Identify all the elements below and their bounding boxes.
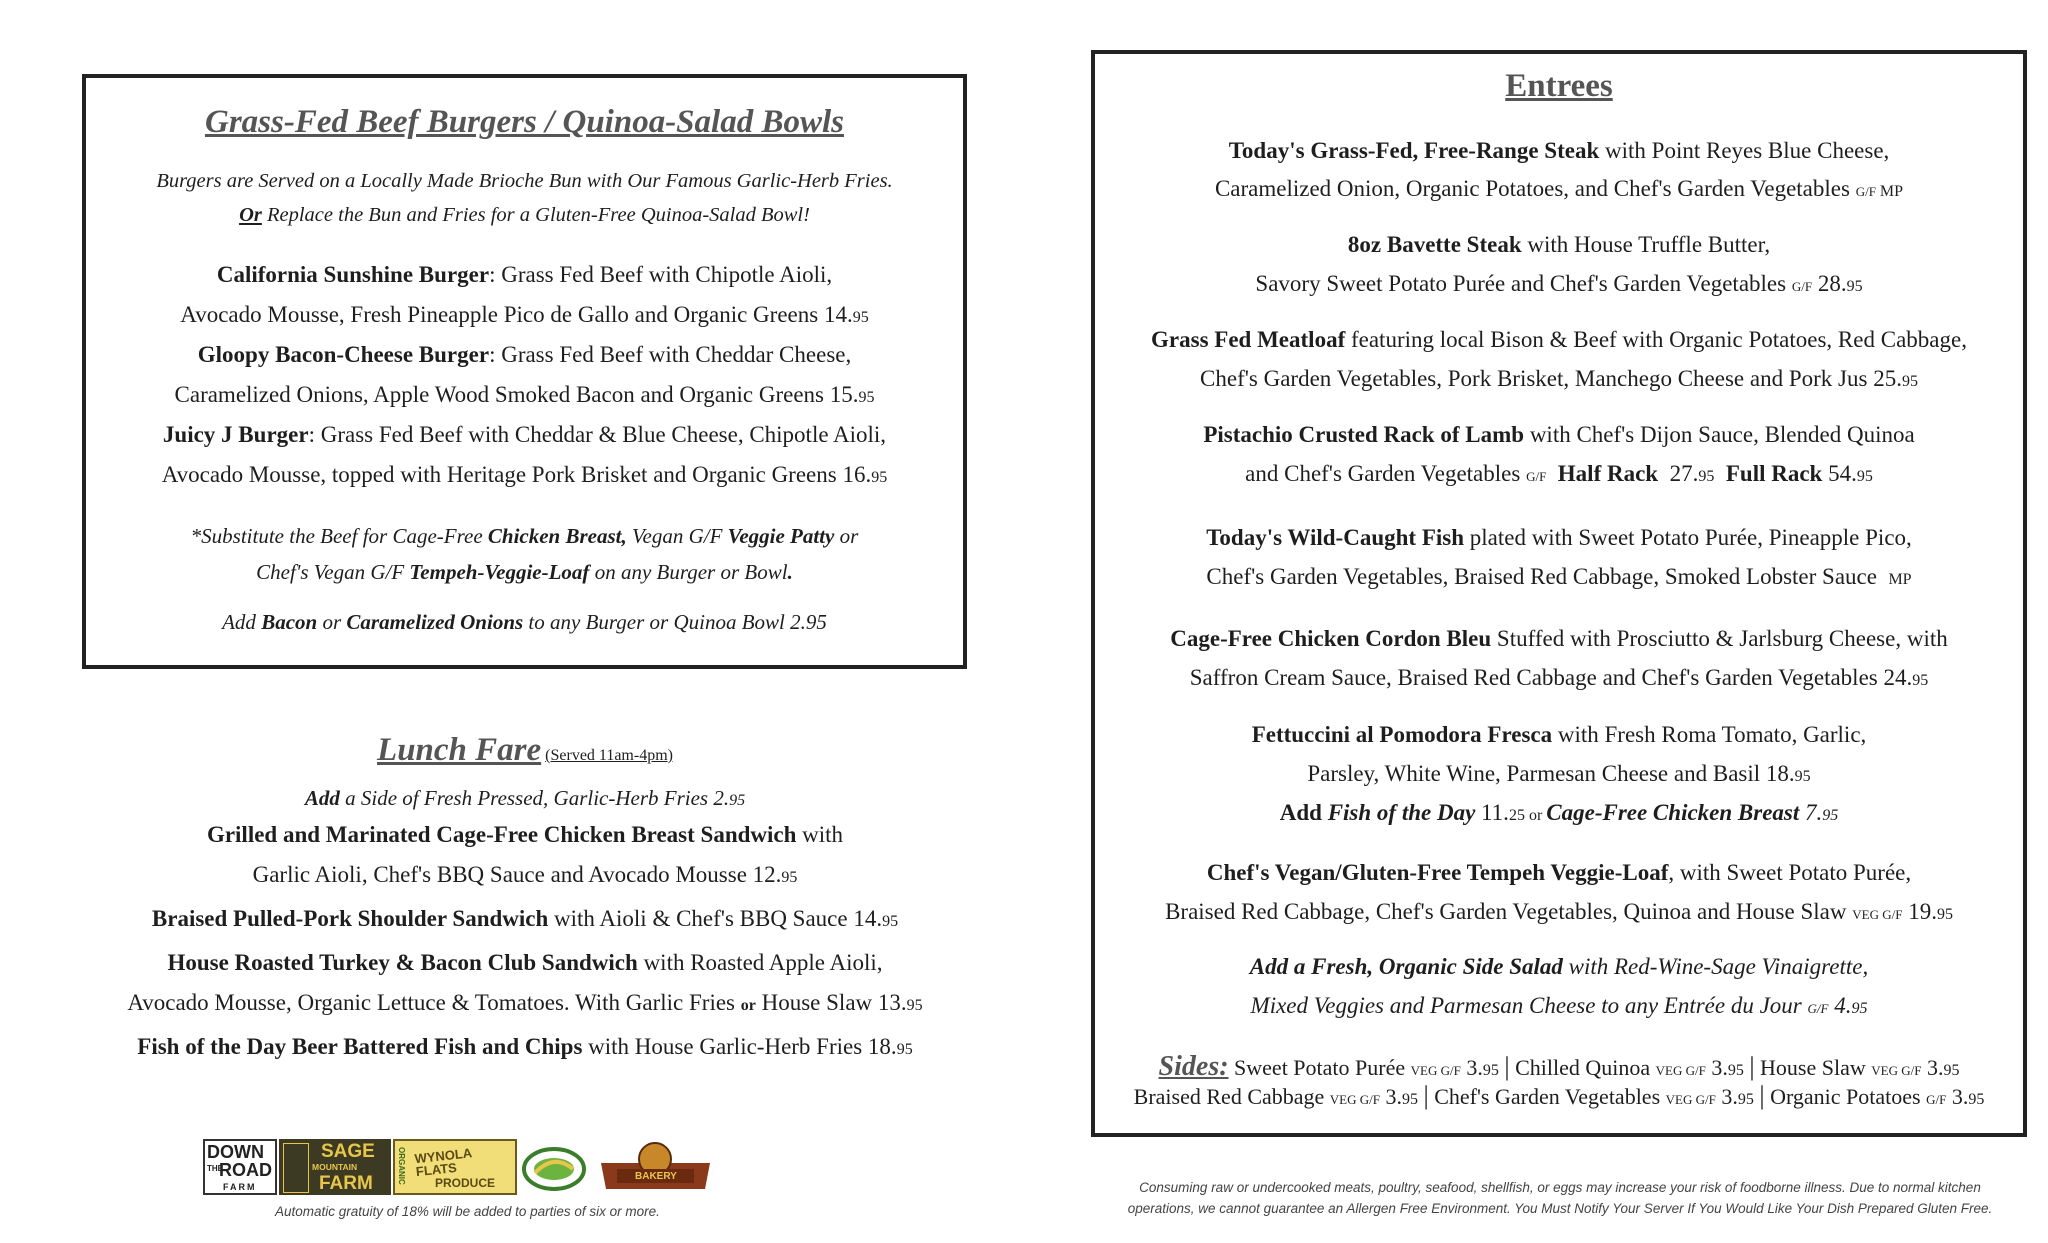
menu-item-desc: Savory Sweet Potato Purée and Chef's Garden Vegetables G/F 28.95: [1255, 271, 1863, 296]
farm-emblem-icon: [283, 1143, 309, 1193]
menu-item-desc: Braised Red Cabbage, Chef's Garden Vegetables, Quinoa and House Slaw VEG G/F 19.95: [1165, 899, 1953, 924]
bakery-logo: BAKERY: [597, 1139, 714, 1195]
menu-item: Today's Grass-Fed, Free-Range Steak with Point Reyes Blue Cheese,: [1228, 138, 1890, 163]
lunch-heading: Lunch Fare: [377, 732, 542, 768]
burger-intro-2: Or Replace the Bun and Fries for a Gluten-Free Quinoa-Salad Bowl!: [239, 204, 810, 226]
sides-row-2: [1095, 1081, 2023, 1111]
side-item: Organic Potatoes G/F 3.95: [1770, 1084, 1985, 1109]
lunch-heading-row: [0, 732, 1050, 769]
menu-item-desc: Caramelized Onion, Organic Potatoes, and Chef's Garden Vegetables G/F MP: [1214, 176, 1904, 201]
menu-item: Fettuccini al Pomodora Fresca with Fresh Roma Tomato, Garlic,: [1251, 722, 1867, 747]
divider: |: [1504, 1052, 1510, 1081]
organic-leaf-logo: [521, 1139, 587, 1195]
bakery-emblem-icon: [597, 1139, 714, 1195]
divider: |: [1423, 1081, 1429, 1110]
menu-item-desc: Garlic Aioli, Chef's BBQ Sauce and Avocado Mousse 12.95: [252, 862, 798, 887]
menu-item: Grass Fed Meatloaf featuring local Bison & Beef with Organic Potatoes, Red Cabbage,: [1151, 327, 1967, 352]
side-item: Sweet Potato Purée VEG G/F 3.95: [1234, 1055, 1499, 1080]
menu-item-desc: Parsley, White Wine, Parmesan Cheese and Basil 18.95: [1307, 761, 1811, 786]
menu-item: Grilled and Marinated Cage-Free Chicken Breast Sandwich with: [206, 822, 844, 847]
menu-item: 8oz Bavette Steak with House Truffle Butter,: [1347, 232, 1771, 257]
substitution-note: *Substitute the Beef for Cage-Free Chicken Breast, Vegan G/F Veggie Patty or: [190, 524, 859, 548]
menu-item: Juicy J Burger: Grass Fed Beef with Cheddar & Blue Cheese, Chipotle Aioli,: [162, 422, 887, 447]
add-on-note: Add Bacon or Caramelized Onions to any Burger or Quinoa Bowl 2.95: [222, 610, 827, 634]
menu-item: Fish of the Day Beer Battered Fish and Chips with House Garlic-Herb Fries 18.95: [137, 1034, 913, 1059]
menu-item: Today's Wild-Caught Fish plated with Sweet Potato Purée, Pineapple Pico,: [1206, 525, 1912, 550]
burger-heading: Grass-Fed Beef Burgers / Quinoa-Salad Bowls: [204, 104, 844, 140]
menu-item-desc: Caramelized Onions, Apple Wood Smoked Bacon and Organic Greens 15.95: [174, 382, 875, 407]
sides-row-1: [1095, 1051, 2023, 1083]
entrees-heading: Entrees: [1505, 68, 1613, 104]
sides-heading: Sides:: [1158, 1051, 1229, 1082]
side-item: Chef's Garden Vegetables VEG G/F 3.95: [1434, 1084, 1754, 1109]
menu-item: Chef's Vegan/Gluten-Free Tempeh Veggie-Loaf, with Sweet Potato Purée,: [1206, 860, 1912, 885]
menu-item-desc: Avocado Mousse, Organic Lettuce & Tomatoes. With Garlic Fries or House Slaw 13.95: [127, 990, 923, 1015]
menu-item-addon: Add Fish of the Day 11.25 or Cage-Free Chicken Breast 7.95: [1279, 800, 1839, 825]
menu-item: Braised Pulled-Pork Shoulder Sandwich with Aioli & Chef's BBQ Sauce 14.95: [151, 906, 899, 931]
sage-mountain-farm-logo: SAGE MOUNTAIN FARM: [279, 1139, 391, 1195]
entrees-section: [1091, 50, 2027, 1137]
divider: |: [1749, 1052, 1755, 1081]
allergen-disclaimer: Consuming raw or undercooked meats, poultry, seafood, shellfish, or eggs may increase your risk of foodborne illness. Due to normal kitchen: [1139, 1180, 1981, 1195]
side-item: House Slaw VEG G/F 3.95: [1760, 1055, 1960, 1080]
side-item: Braised Red Cabbage VEG G/F 3.95: [1133, 1084, 1418, 1109]
menu-item-desc: Chef's Garden Vegetables, Braised Red Cabbage, Smoked Lobster Sauce MP: [1206, 564, 1912, 589]
burger-intro: Burgers are Served on a Locally Made Brioche Bun with Our Famous Garlic-Herb Fries.: [156, 170, 893, 192]
lunch-side-note: Add a Side of Fresh Pressed, Garlic-Herb Fries 2.95: [304, 786, 746, 810]
menu-item-desc: and Chef's Garden Vegetables G/F Half Rack 27.95 Full Rack 54.95: [1245, 461, 1873, 486]
menu-item-desc: Chef's Garden Vegetables, Pork Brisket, Manchego Cheese and Pork Jus 25.95: [1200, 366, 1918, 391]
menu-item: Cage-Free Chicken Cordon Bleu Stuffed with Prosciutto & Jarlsburg Cheese, with: [1170, 626, 1948, 651]
side-salad-note-2: Mixed Veggies and Parmesan Cheese to any Entrée du Jour G/F 4.95: [1250, 993, 1868, 1018]
allergen-disclaimer-2: operations, we cannot guarantee an Allergen Free Environment. You Must Notify Your Server If You Would Like Your Dish Prepared Gluten Free.: [1127, 1201, 1993, 1216]
menu-item-desc: Avocado Mousse, topped with Heritage Pork Brisket and Organic Greens 16.95: [161, 462, 888, 487]
leaf-icon: [521, 1139, 587, 1195]
menu-item: Pistachio Crusted Rack of Lamb with Chef's Dijon Sauce, Blended Quinoa: [1203, 422, 1915, 447]
side-salad-note: Add a Fresh, Organic Side Salad with Red-Wine-Sage Vinaigrette,: [1249, 954, 1869, 979]
substitution-note-2: Chef's Vegan G/F Tempeh-Veggie-Loaf on any Burger or Bowl.: [256, 560, 793, 584]
menu-item: California Sunshine Burger: Grass Fed Beef with Chipotle Aioli,: [216, 262, 833, 287]
menu-item-desc: Avocado Mousse, Fresh Pineapple Pico de Gallo and Organic Greens 14.95: [180, 302, 869, 327]
divider: |: [1759, 1081, 1765, 1110]
menu-item-desc: Saffron Cream Sauce, Braised Red Cabbage and Chef's Garden Vegetables 24.95: [1189, 665, 1929, 690]
gratuity-note: Automatic gratuity of 18% will be added to parties of six or more.: [275, 1204, 660, 1219]
lunch-hours: (Served 11am-4pm): [545, 747, 673, 764]
side-item: Chilled Quinoa VEG G/F 3.95: [1515, 1055, 1744, 1080]
burger-section: [82, 74, 967, 669]
menu-item: Gloopy Bacon-Cheese Burger: Grass Fed Beef with Cheddar Cheese,: [197, 342, 852, 367]
wynola-flats-produce-logo: ORGANIC WYNOLA FLATS PRODUCE: [393, 1139, 517, 1195]
down-the-road-farm-logo: DOWN THE ROAD FARM: [203, 1139, 277, 1195]
menu-item: House Roasted Turkey & Bacon Club Sandwich with Roasted Apple Aioli,: [167, 950, 883, 975]
